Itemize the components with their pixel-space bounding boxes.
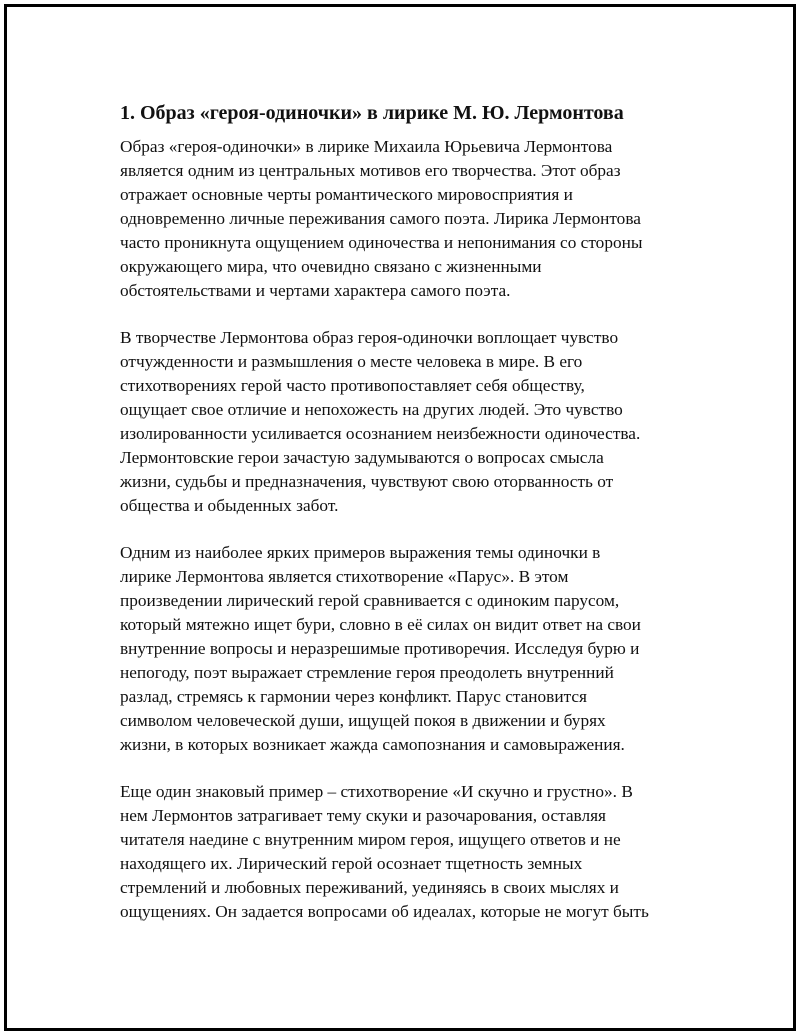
text-line: Образ «героя-одиночки» в лирике Михаила Юрьевича Лермонтова <box>120 137 613 156</box>
text-line: В творчестве Лермонтова образ героя-одиночки воплощает чувство <box>120 328 619 347</box>
paragraph-2 <box>120 326 690 518</box>
paragraph-3 <box>120 541 690 757</box>
text-line: который мятежно ищет бури, словно в её силах он видит ответ на свои <box>120 615 641 634</box>
text-line: отражает основные черты романтического мировосприятия и <box>120 185 573 204</box>
text-line: окружающего мира, что очевидно связано с жизненными <box>120 257 542 276</box>
text-line: непогоду, поэт выражает стремление героя преодолеть внутренний <box>120 663 614 682</box>
text-line: изолированности усиливается осознанием неизбежности одиночества. <box>120 424 641 443</box>
text-line: нем Лермонтов затрагивает тему скуки и разочарования, оставляя <box>120 806 607 825</box>
text-line: читателя наедине с внутренним миром героя, ищущего ответов и не <box>120 830 621 849</box>
text-line: ощущениях. Он задается вопросами об идеалах, которые не могут быть <box>120 902 649 921</box>
text-line: произведении лирический герой сравнивается с одиноким парусом, <box>120 591 620 610</box>
text-line: стихотворениях герой часто противопоставляет себя обществу, <box>120 376 585 395</box>
text-line: часто проникнута ощущением одиночества и непонимания со стороны <box>120 233 643 252</box>
text-line: лирике Лермонтова является стихотворение «Парус». В этом <box>120 567 569 586</box>
text-line: разлад, стремясь к гармонии через конфликт. Парус становится <box>120 687 587 706</box>
text-line: общества и обыденных забот. <box>120 496 339 515</box>
text-line: обстоятельствами и чертами характера самого поэта. <box>120 281 511 300</box>
text-line: Еще один знаковый пример – стихотворение «И скучно и грустно». В <box>120 782 633 801</box>
text-line: отчужденности и размышления о месте человека в мире. В его <box>120 352 583 371</box>
text-line: внутренние вопросы и неразрешимые противоречия. Исследуя бурю и <box>120 639 640 658</box>
text-line: жизни, судьбы и предназначения, чувствуют свою оторванность от <box>120 472 614 491</box>
text-line: находящего их. Лирический герой осознает тщетность земных <box>120 854 583 873</box>
text-line: Одним из наиболее ярких примеров выражения темы одиночки в <box>120 543 601 562</box>
page-frame <box>4 4 796 1031</box>
text-line: символом человеческой души, ищущей покоя в движении и бурях <box>120 711 606 730</box>
paragraph-4 <box>120 780 690 924</box>
text-line: стремлений и любовных переживаний, уединяясь в своих мыслях и <box>120 878 619 897</box>
text-line: жизни, в которых возникает жажда самопознания и самовыражения. <box>120 735 625 754</box>
page-title: 1. Образ «героя-одиночки» в лирике М. Ю. Лермонтова <box>120 102 624 124</box>
document-body <box>120 99 690 947</box>
text-line: Лермонтовские герои зачастую задумываются о вопросах смысла <box>120 448 604 467</box>
text-line: является одним из центральных мотивов его творчества. Этот образ <box>120 161 621 180</box>
text-line: ощущает свое отличие и непохожесть на других людей. Это чувство <box>120 400 623 419</box>
paragraph-1 <box>120 135 690 303</box>
text-line: одновременно личные переживания самого поэта. Лирика Лермонтова <box>120 209 641 228</box>
